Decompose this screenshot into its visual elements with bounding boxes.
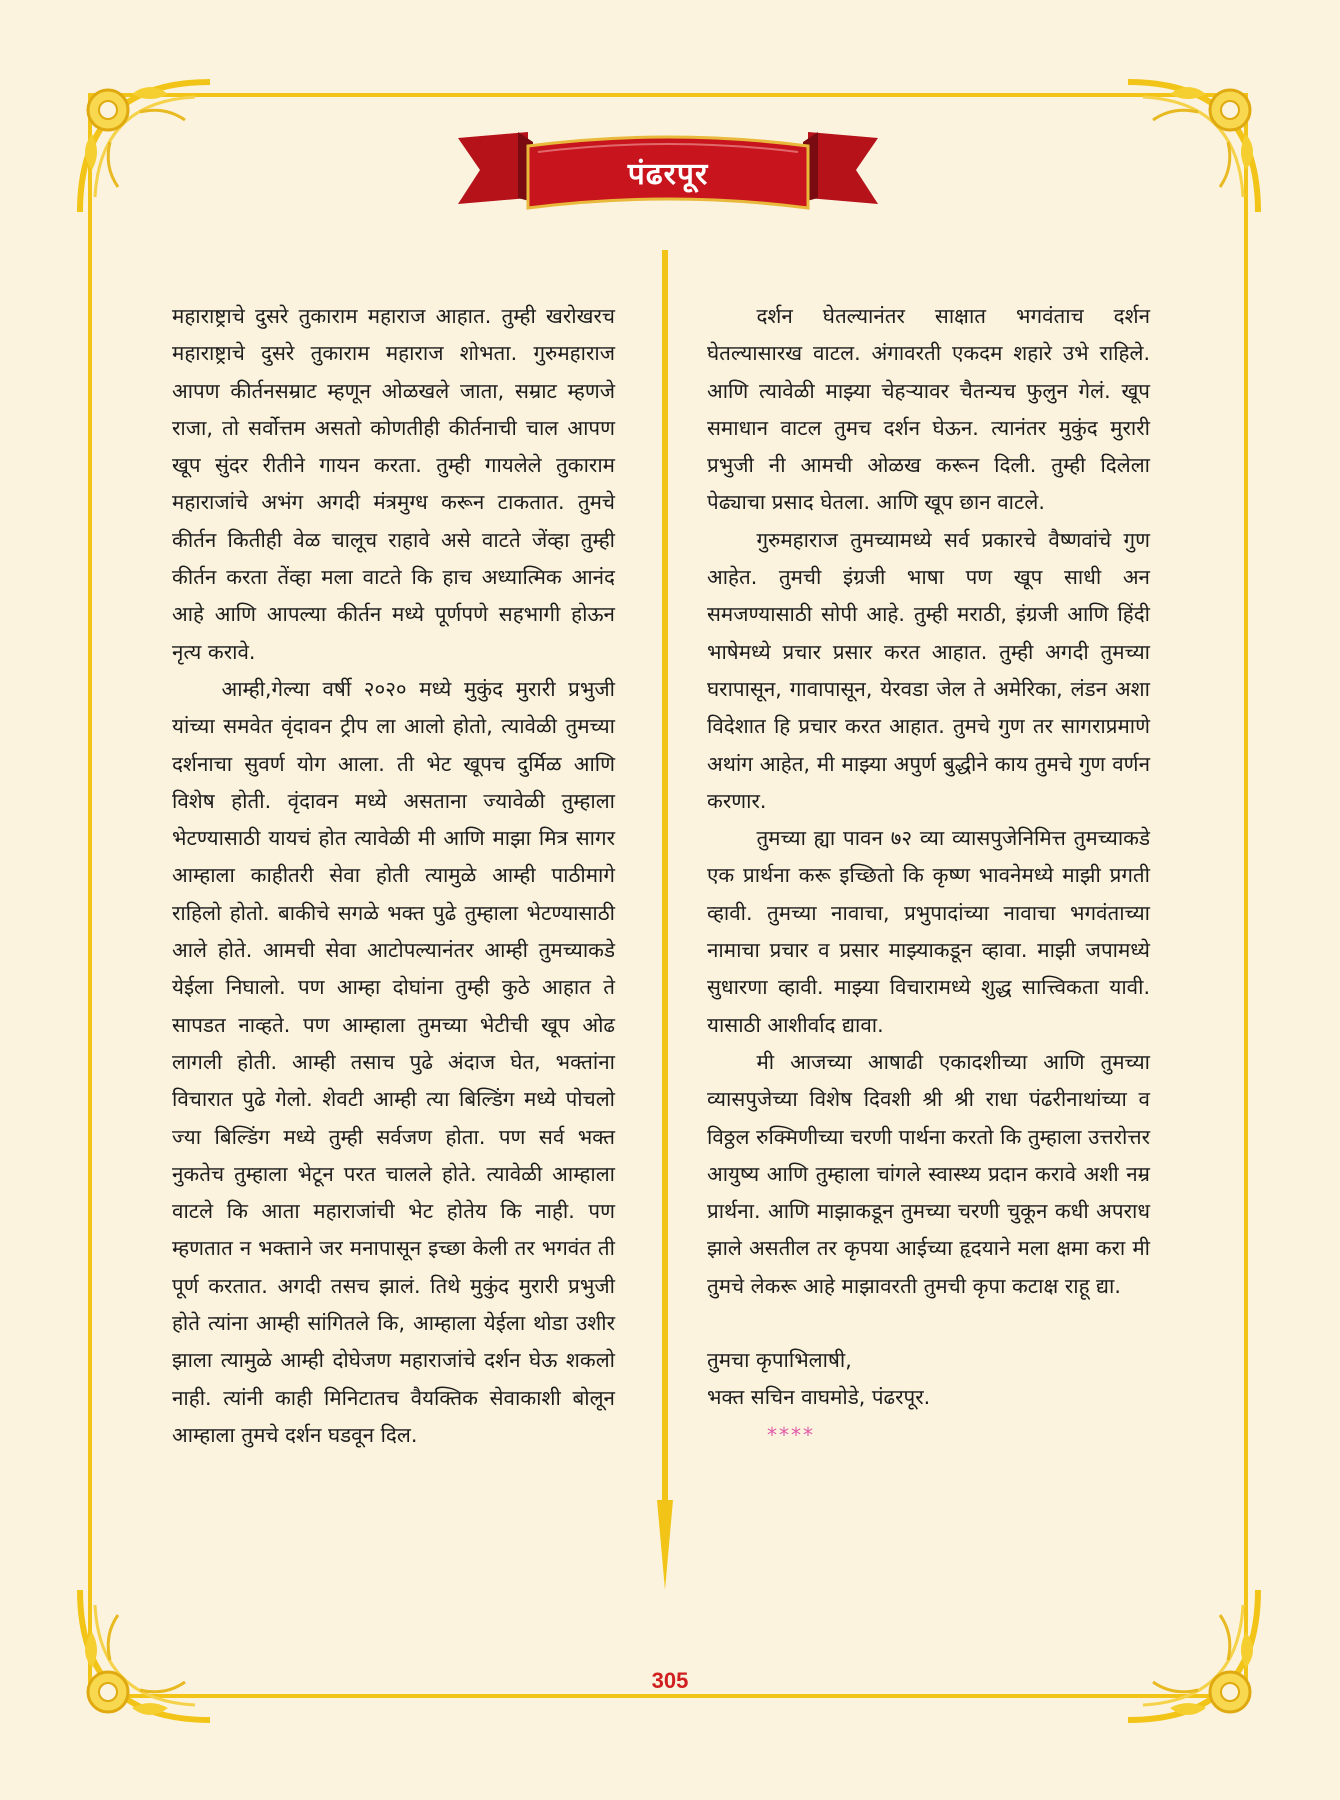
page-number: 305 bbox=[651, 1668, 689, 1693]
end-stars: **** bbox=[767, 1422, 815, 1447]
paragraph: दर्शन घेतल्यानंतर साक्षात भगवंताच दर्शन घेतल्यासारख वाटल. अंगावरती एकदम शहारे उभे राहिले. आणि त्यावेळी माझ्या चेहऱ्यावर चैतन्यच फुलुन गेलं. खूप समाधान वाटल तुमच दर्शन घेऊन. त्यानंतर मुकुंद मुरारी प्रभुजी नी आमची ओळख करून दिली. तुम्ही दिलेला पेढ्याचा प्रसाद घेतला. आणि खूप छान वाटले. bbox=[707, 304, 1150, 515]
paragraph: तुमच्या ह्या पावन ७२ व्या व्यासपुजेनिमित्त तुमच्याकडे एक प्रार्थना करू इच्छितो कि कृष्ण भावनेमध्ये माझी प्रगती व्हावी. तुमच्या नावाचा, प्रभुपादांच्या नावाचा भगवंताच्या नामाचा प्रचार व प्रसार माझ्याकडून व्हावा. माझी जपामध्ये सुधारणा व्हावी. माझ्या विचारामध्ये शुद्ध सात्त्विकता यावी. यासाठी आशीर्वाद द्यावा. bbox=[707, 826, 1150, 1037]
paragraph: महाराष्ट्राचे दुसरे तुकाराम महाराज आहात. तुम्ही खरोखरच महाराष्ट्राचे दुसरे तुकाराम महाराज शोभता. गुरुमहाराज आपण कीर्तनसम्राट म्हणून ओळखले जाता, सम्राट म्हणजे राजा, तो सर्वोत्तम असतो कोणतीही कीर्तनाची चाल आपण खूप सुंदर रीतीने गायन करता. तुम्ही गायलेले तुकाराम महाराजांचे अभंग अगदी मंत्रमुग्ध करून टाकतात. तुमचे कीर्तन कितीही वेळ चालूच राहावे असे वाटते जेंव्हा तुम्ही कीर्तन करता तेंव्हा मला वाटते कि हाच अध्यात्मिक आनंद आहे आणि आपल्या कीर्तन मध्ये पूर्णपणे सहभागी होऊन नृत्य करावे. bbox=[172, 304, 615, 664]
corner-ornament-icon bbox=[1118, 72, 1268, 222]
tassel-icon bbox=[657, 250, 673, 1590]
corner-ornament-icon bbox=[70, 72, 220, 222]
right-column bbox=[707, 298, 1150, 1454]
paragraph: गुरुमहाराज तुमच्यामध्ये सर्व प्रकारचे वैष्णवांचे गुण आहेत. तुमची इंग्रजी भाषा पण खूप साधी अन समजण्यासाठी सोपी आहे. तुम्ही मराठी, इंग्रजी आणि हिंदी भाषेमध्ये प्रचार प्रसार करत आहात. तुम्ही अगदी तुमच्या घरापासून, गावापासून, येरवडा जेल ते अमेरिका, लंडन अशा विदेशात हि प्रचार करत आहात. तुमचे गुण तर सागराप्रमाणे अथांग आहेत, मी माझ्या अपुर्ण बुद्धीने काय तुमचे गुण वर्णन करणार. bbox=[707, 527, 1150, 813]
signoff-line: तुमचा कृपाभिलाषी, bbox=[707, 1348, 852, 1373]
corner-ornament-icon bbox=[1118, 1580, 1268, 1730]
left-column bbox=[172, 298, 615, 1454]
paragraph: मी आजच्या आषाढी एकादशीच्या आणि तुमच्या व्यासपुजेच्या विशेष दिवशी श्री श्री राधा पंढरीनाथांच्या व विठ्ठल रुक्मिणीच्या चरणी पार्थना करतो कि तुम्हाला उत्तरोत्तर आयुष्य आणि तुम्हाला चांगले स्वास्थ्य प्रदान करावे अशी नम्र प्रार्थना. आणि माझाकडून तुमच्या चरणी चुकून कधी अपराध झाले असतील तर कृपया आईच्या हृदयाने मला क्षमा करा मी तुमचे लेकरू आहे माझावरती तुमची कृपा कटाक्ष राहू द्या. bbox=[707, 1049, 1150, 1298]
paragraph: आम्ही,गेल्या वर्षी २०२० मध्ये मुकुंद मुरारी प्रभुजी यांच्या समवेत वृंदावन ट्रीप ला आलो होतो, त्यावेळी तुमच्या दर्शनाचा सुवर्ण योग आला. ती भेट खूपच दुर्मिळ आणि विशेष होती. वृंदावन मध्ये असताना ज्यावेळी तुम्हाला भेटण्यासाठी यायचं होत त्यावेळी मी आणि माझा मित्र सागर आम्हाला काहीतरी सेवा होती त्यामुळे आम्ही पाठीमागे राहिलो होतो. बाकीचे सगळे भक्त पुढे तुम्हाला भेटण्यासाठी आले होते. आमची सेवा आटोपल्यानंतर आम्ही तुमच्याकडे येईला निघालो. पण आम्हा दोघांना तुम्ही कुठे आहात ते सापडत नाव्हते. पण आम्हाला तुमच्या भेटीची खूप ओढ लागली होती. आम्ही तसाच पुढे अंदाज घेत, भक्तांना विचारात पुढे गेलो. शेवटी आम्ही त्या बिल्डिंग मध्ये पोचलो ज्या बिल्डिंग मध्ये तुम्ही सर्वजण होता. पण सर्व भक्त नुकतेच तुम्हाला भेटून परत चालले होते. त्यावेळी आम्हाला वाटले कि आता महाराजांची भेट होतेय कि नाही. पण म्हणतात न भक्ताने जर मनापासून इच्छा केली तर भगवंत ती पूर्ण करतात. अगदी तसच झालं. तिथे मुकुंद मुरारी प्रभुजी होते त्यांना आम्ही सांगितले कि, आम्हाला येईला थोडा उशीर झाला त्यामुळे आम्ही दोघेजण महाराजांचे दर्शन घेऊ शकलो नाही. त्यांनी काही मिनिटातच वैयक्तिक सेवाकाशी बोलून आम्हाला तुमचे दर्शन घडवून दिल. bbox=[172, 676, 615, 1447]
title-banner bbox=[458, 118, 878, 226]
corner-ornament-icon bbox=[70, 1580, 220, 1730]
page-title: पंढरपूर bbox=[627, 157, 709, 192]
column-divider bbox=[657, 250, 673, 1590]
signoff bbox=[707, 1342, 1150, 1454]
signoff-author: भक्त सचिन वाघमोडे, पंढरपूर. bbox=[707, 1385, 931, 1410]
